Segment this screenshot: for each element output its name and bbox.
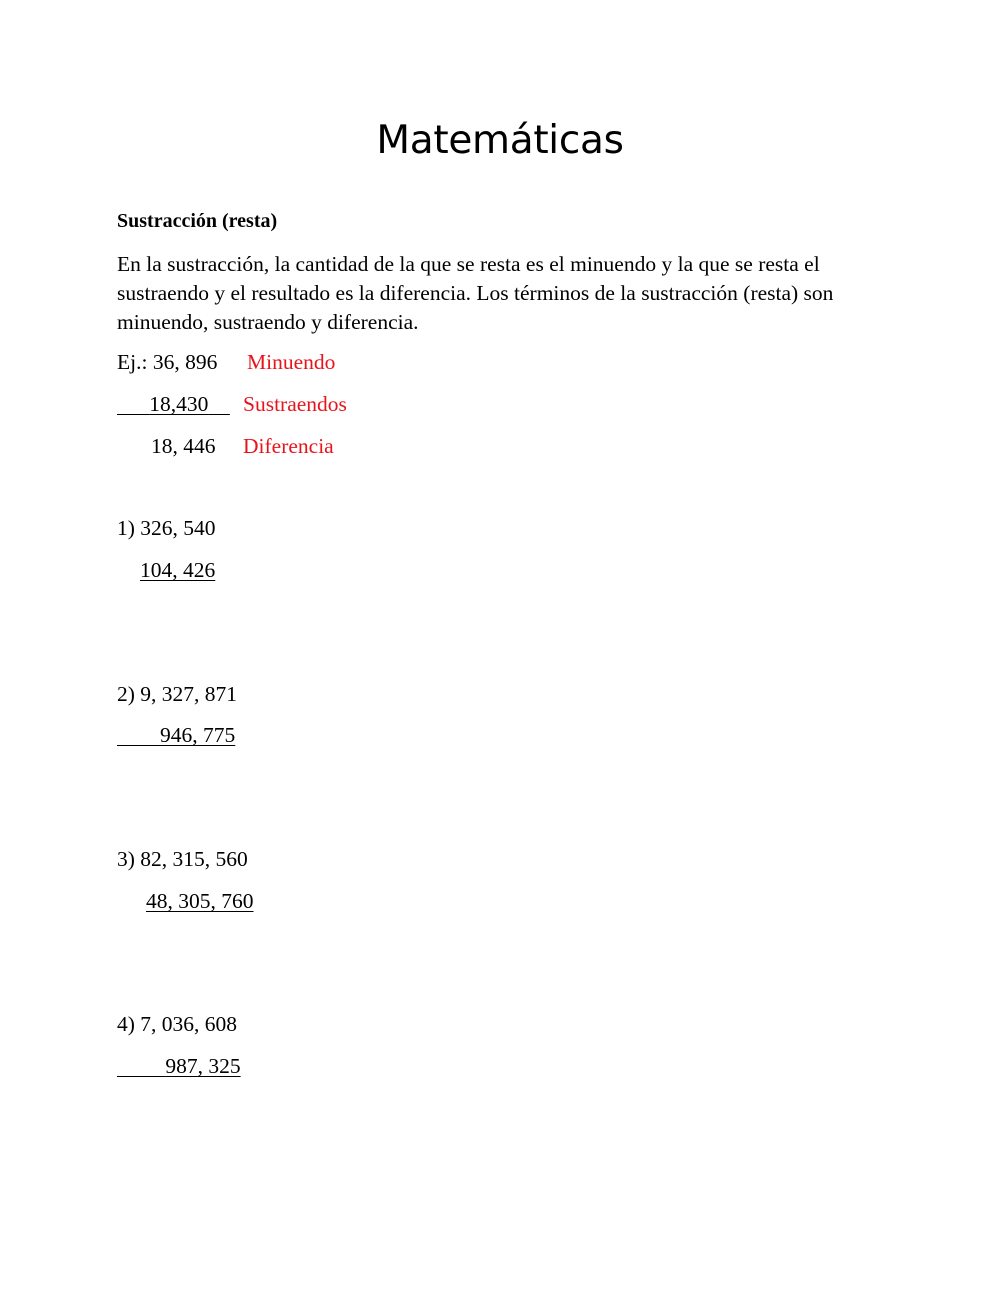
- exercise-2-subtrahend-row: [117, 722, 235, 748]
- exercise-minuend: 326, 540: [140, 516, 216, 540]
- exercise-subtrahend: 104, 426: [140, 558, 216, 582]
- exercise-1-minuend-row: [117, 515, 216, 541]
- exercise-number: 4): [117, 1012, 135, 1036]
- example-minuend: 36, 896: [152, 350, 218, 374]
- exercise-4-subtrahend-row: [117, 1053, 241, 1079]
- example-subtrahend-row: [117, 391, 230, 417]
- exercise-2-minuend-row: [117, 681, 237, 707]
- exercise-4-minuend-row: [117, 1011, 237, 1037]
- section-heading: Sustracción (resta): [117, 210, 278, 232]
- exercise-minuend: 82, 315, 560: [140, 847, 248, 871]
- exercise-minuend: 9, 327, 871: [140, 682, 238, 706]
- example-minuend-label: Minuendo: [247, 350, 336, 374]
- example-difference-label: Diferencia: [243, 434, 334, 458]
- exercise-subtrahend: 48, 305, 760: [146, 889, 254, 913]
- example-minuend-row: [117, 349, 217, 375]
- exercise-number: 2): [117, 682, 135, 706]
- exercise-number: 1): [117, 516, 135, 540]
- exercise-minuend: 7, 036, 608: [140, 1012, 238, 1036]
- exercise-number: 3): [117, 847, 135, 871]
- exercise-subtrahend: 987, 325: [165, 1054, 241, 1078]
- example-subtrahend-label: Sustraendos: [243, 392, 347, 416]
- example-prefix: Ej.:: [117, 350, 148, 374]
- example-difference: 18, 446: [151, 434, 216, 458]
- example-subtrahend: 18,430: [149, 392, 209, 416]
- intro-paragraph: En la sustracción, la cantidad de la que se resta es el minuendo y la que se resta el sustraendo y el resultado es la diferencia. Los términos de la sustracción (resta) son minuendo, sustraendo y diferencia.: [117, 252, 834, 334]
- exercise-3-minuend-row: [117, 846, 248, 872]
- exercise-subtrahend: 946, 775: [160, 723, 236, 747]
- page-title: Matemáticas: [376, 118, 624, 163]
